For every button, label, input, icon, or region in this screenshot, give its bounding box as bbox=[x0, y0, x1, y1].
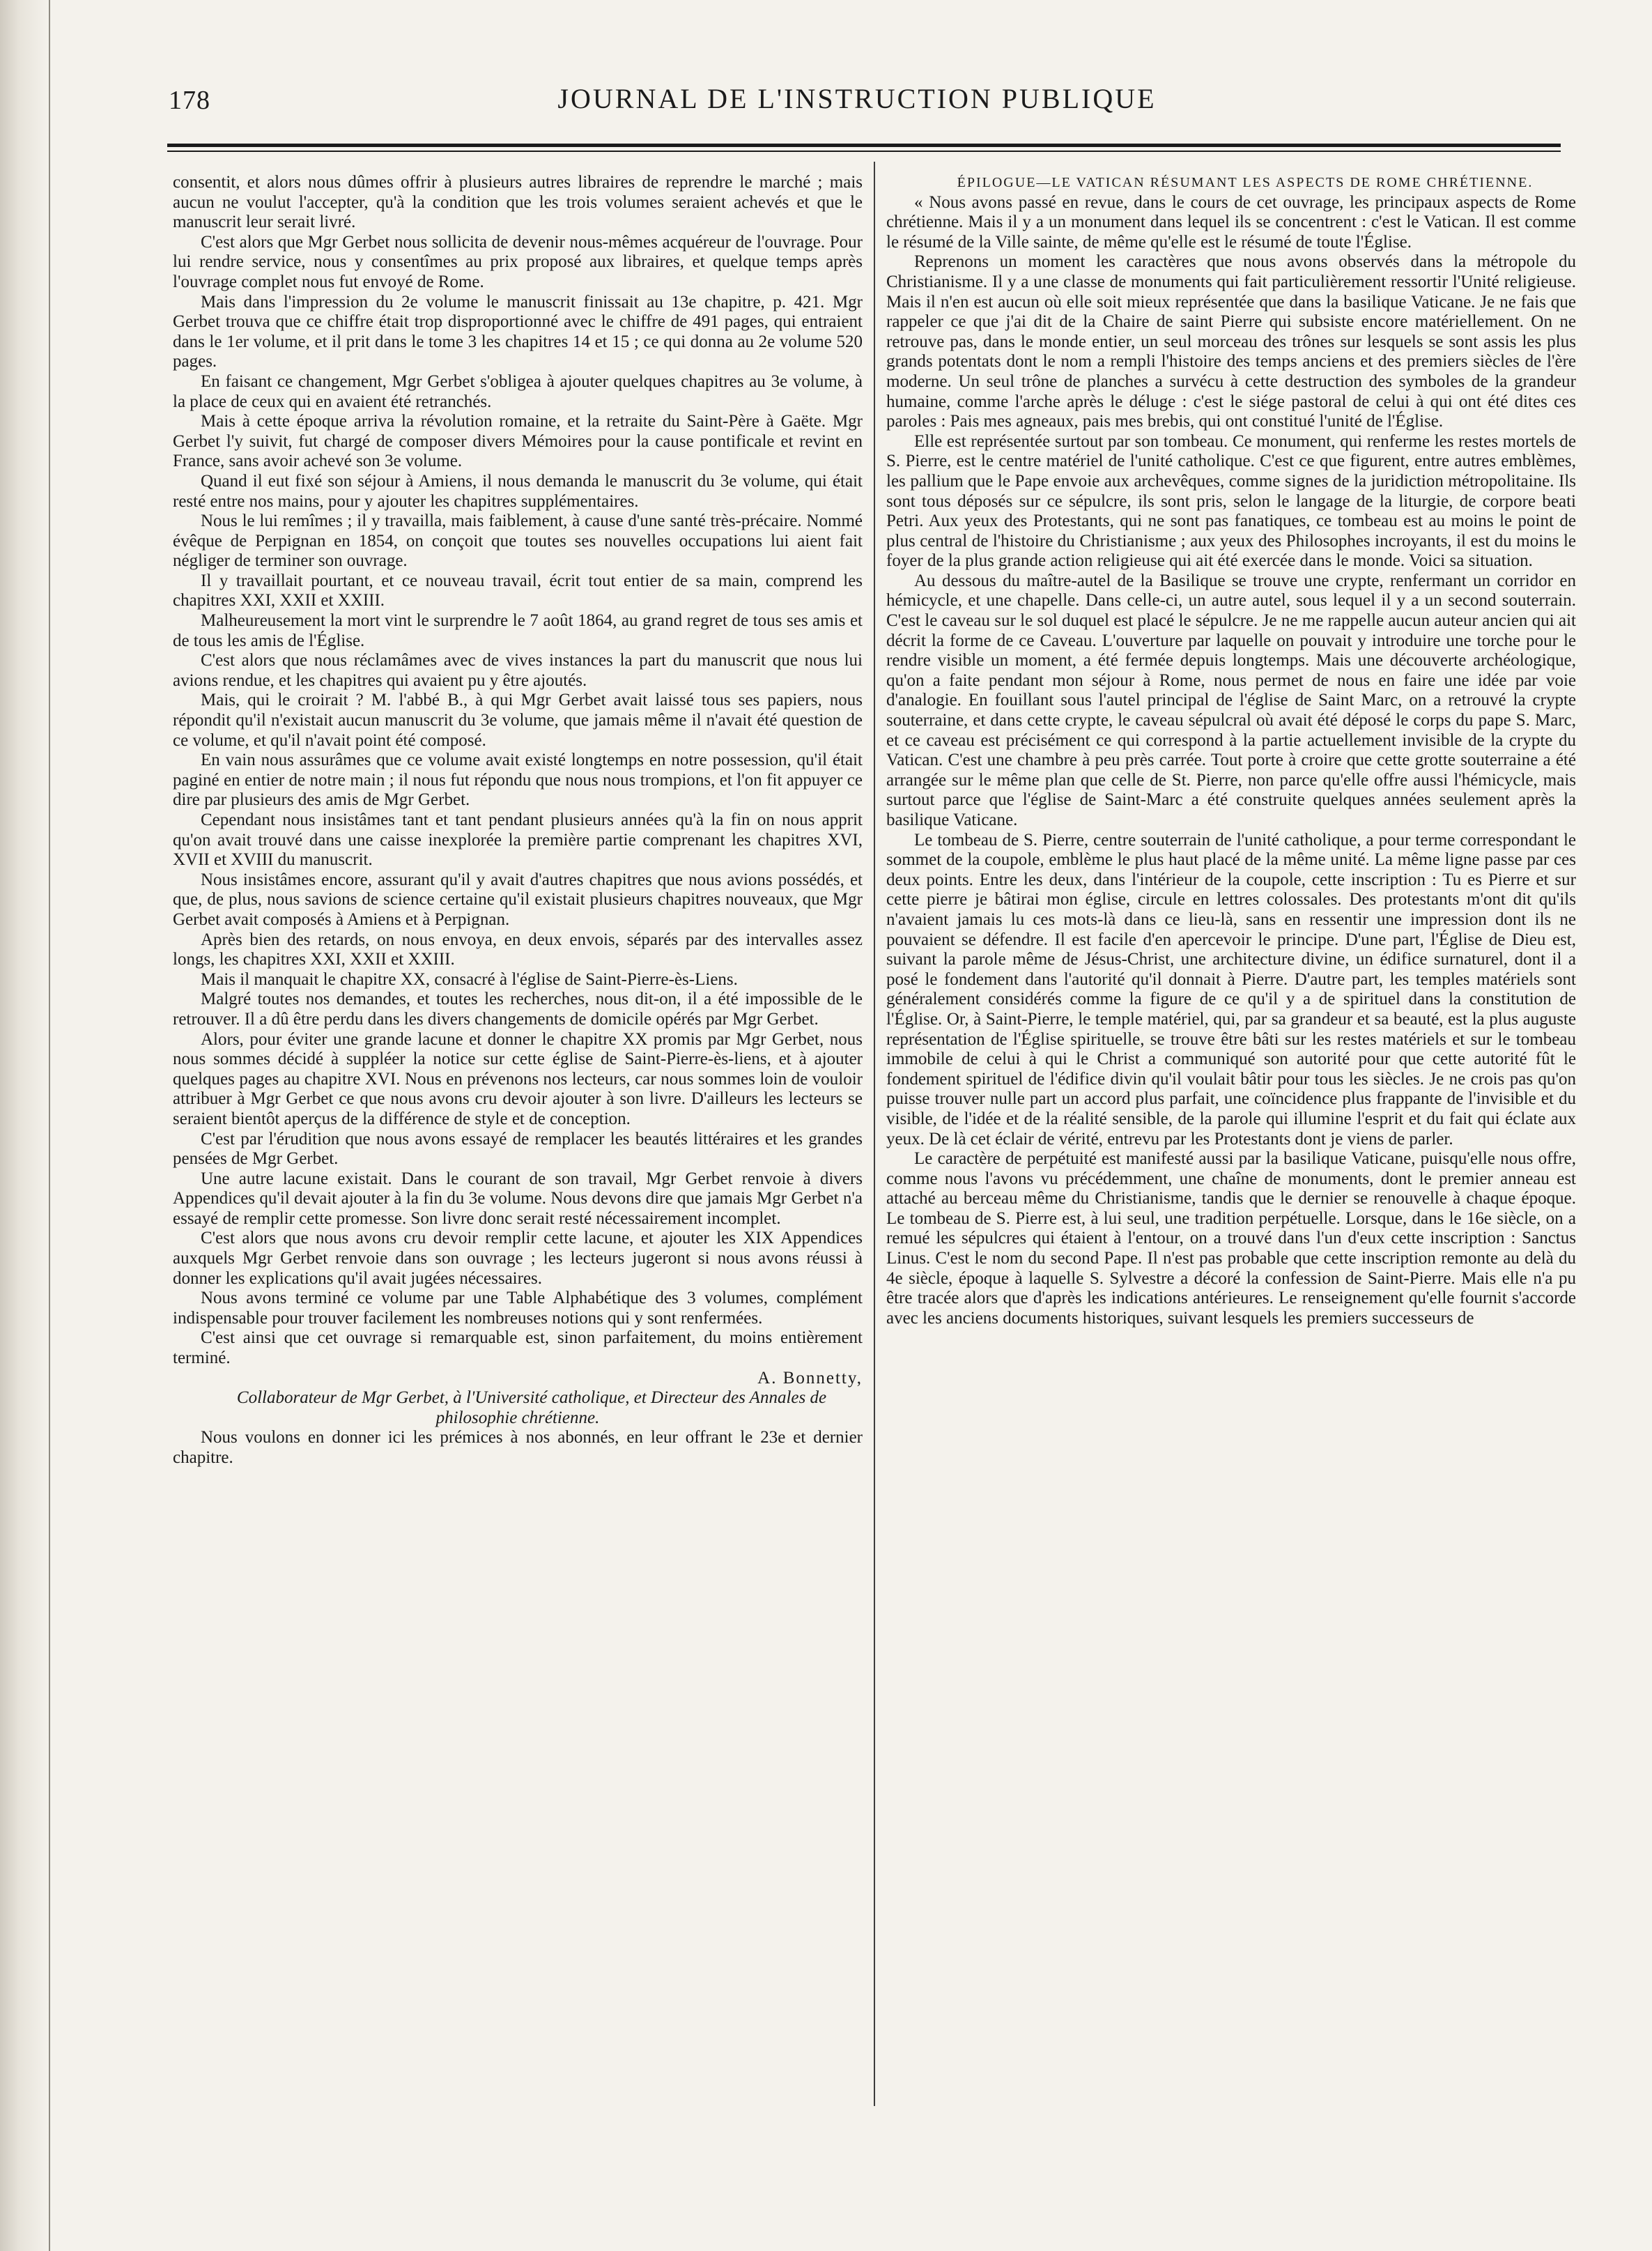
page-number: 178 bbox=[169, 86, 210, 115]
author-signature: A. Bonnetty, bbox=[757, 1368, 863, 1388]
paragraph: Nous avons terminé ce volume par une Table Alphabétique des 3 volumes, complément indispensable pour trouver facilement les nombreuses notions qui y sont renfermées. bbox=[173, 1289, 863, 1328]
closing-paragraph: Nous voulons en donner ici les prémices à nos abonnés, en leur offrant le 23e et dernier chapitre. bbox=[173, 1428, 863, 1467]
paragraph: C'est ainsi que cet ouvrage si remarquable est, sinon parfaitement, du moins entièrement terminé. bbox=[173, 1328, 863, 1368]
left-column bbox=[173, 173, 863, 1468]
paragraph: C'est alors que Mgr Gerbet nous sollicita de devenir nous-mêmes acquéreur de l'ouvrage. Pour lui rendre service, nous y consentîmes au prix proposé aux libraires, et quelque temps après l'ouvrage complet nous fut envoyé de Rome. bbox=[173, 232, 863, 291]
paragraph: En faisant ce changement, Mgr Gerbet s'obligea à ajouter quelques chapitres au 3e volume, à la place de ceux qui en avaient été retranchés. bbox=[173, 371, 863, 411]
paragraph: Alors, pour éviter une grande lacune et donner le chapitre XX promis par Mgr Gerbet, nous nous sommes décidé à suppléer la notice sur cette église de Saint-Pierre-ès-liens, et à ajouter quelques pages au chapitre XVI. Nous en prévenons nos lecteurs, car nous sommes loin de vouloir attribuer à Mgr Gerbet ce que nous avons cru devoir ajouter à son livre. D'ailleurs les lecteurs se seraient bientôt aperçus de la différence de style et de conception. bbox=[173, 1029, 863, 1128]
column-divider bbox=[874, 162, 875, 2106]
author-role: Collaborateur de Mgr Gerbet, à l'Université catholique, et Directeur des Annales de philosophie chrétienne. bbox=[236, 1388, 827, 1427]
paragraph: Elle est représentée surtout par son tombeau. Ce monument, qui renferme les restes mortels de S. Pierre, est le centre matériel de l'unité catholique. C'est ce que figurent, entre autres emblèmes, les pallium que le Pape envoie aux archevêques, comme signes de la juridiction métropolitaine. Ils sont tous déposés sur ce sépulcre, ils sont pris, selon le langage de la liturgie, de corpore beati Petri. Aux yeux des Protestants, qui ne sont pas fanatiques, ce tombeau est au moins le point de plus central de l'histoire du Christianisme ; aux yeux des Philosophes incroyants, il est du moins le foyer de la plus grande action religieuse qui ait été exercée dans le monde. Voici sa situation. bbox=[886, 431, 1576, 571]
paragraph: Mais à cette époque arriva la révolution romaine, et la retraite du Saint-Père à Gaëte. Mgr Gerbet l'y suivit, fut chargé de composer divers Mémoires pour la cause pontificale et revint en France, sans avoir achevé son 3e volume. bbox=[173, 412, 863, 471]
paragraph: Mais, qui le croirait ? M. l'abbé B., à qui Mgr Gerbet avait laissé tous ses papiers, nous répondit qu'il n'existait aucun manuscrit du 3e volume, que jamais même il n'avait été question de ce volume, et qu'il n'avait point été composé. bbox=[173, 691, 863, 750]
paragraph: Au dessous du maître-autel de la Basilique se trouve une crypte, renfermant un corridor en hémicycle, et une chapelle. Dans celle-ci, un autre autel, sous lequel il y a un second souterrain. C'est le caveau sur le sol duquel est placé le sépulcre. Je ne me rappelle aucun auteur ancien qui ait décrit la forme de ce Caveau. L'ouverture par laquelle on pouvait y introduire une torche pour le rendre visible un moment, a été fermée depuis longtemps. Mais une découverte archéologique, qu'on a faite pendant mon séjour à Rome, nous permet de nous en faire une idée par voie d'analogie. En fouillant sous l'autel principal de l'église de Saint Marc, on a retrouvé la crypte souterraine, et dans cette crypte, le caveau sépulcral où avait été déposé le corps du pape S. Marc, et ce caveau est précisément ce qui correspond à la partie actuellement invisible de la crypte du Vatican. C'est une chambre à peu près carrée. Tout porte à croire que cette grotte souterraine a été arrangée sur le même plan que celle de St. Pierre, non parce qu'elle offre aussi l'hémicycle, mais surtout parce que l'église de Saint-Marc a été construite quelques années seulement après la basilique Vaticane. bbox=[886, 571, 1576, 829]
paragraph: Reprenons un moment les caractères que nous avons observés dans la métropole du Christianisme. Il y a une classe de monuments qui fait particulièrement ressortir l'Unité religieuse. Mais il n'en est aucun où elle soit mieux représentée que dans la basilique Vaticane. Je ne fais que rappeler ce que j'ai dit de la Chaire de saint Pierre qui subsiste encore matériellement. On ne retrouve pas, dans le monde entier, un seul morceau des trônes sur lesquels se sont assis les plus grands potentats dont le nom a rempli l'histoire des temps anciens et des premiers siècles de l'ère moderne. Un seul trône de planches a survécu à cette destruction des symboles de la grandeur humaine, comme l'arche après le déluge : c'est le siége pastoral de celui à qui ont été dites ces paroles : Pais mes agneaux, pais mes brebis, qui ont constitué l'unité de l'Église. bbox=[886, 252, 1576, 431]
book-binding-edge bbox=[0, 0, 50, 2251]
paragraph: Cependant nous insistâmes tant et tant pendant plusieurs années qu'à la fin on nous apprit qu'on avait trouvé dans une caisse inexplorée la première partie comprenant les chapitres XVI, XVII et XVIII du manuscrit. bbox=[173, 810, 863, 870]
right-column bbox=[886, 173, 1576, 1328]
paragraph: Il y travaillait pourtant, et ce nouveau travail, écrit tout entier de sa main, comprend les chapitres XXI, XXII et XXIII. bbox=[173, 571, 863, 610]
paragraph: Le tombeau de S. Pierre, centre souterrain de l'unité catholique, a pour terme correspondant le sommet de la coupole, emblème le plus haut placé de la même unité. La même ligne passe par ces deux points. Entre les deux, dans l'intérieur de la coupole, cette inscription : Tu es Pierre et sur cette pierre je bâtirai mon église, circule en lettres colossales. Des protestants m'ont dit qu'ils n'avaient jamais lu ces mots-là dans ce lieu-là, sans en ressentir une impression dont ils ne pouvaient se défendre. Il est facile d'en apercevoir le principe. D'une part, l'Église de Dieu est, suivant la parole même de Jésus-Christ, une architecture divine, un édifice surnaturel, dont il a posé le fondement dans l'autorité qu'il donnait à Pierre. D'autre part, les temples matériels sont généralement considérés comme la figure de ce qu'il y a de spirituel dans la constitution de l'Église. Or, à Saint-Pierre, le temple matériel, qui, par sa grandeur et sa beauté, est la plus auguste représentation de l'Église spirituelle, se trouve être bâti sur les restes matériels et sur le tombeau immobile de celui à qui le Christ a communiqué son autorité pour que cette autorité fût le fondement spirituel de l'édifice divin qu'il voulait bâtir pour tous les siècles. Je ne crois pas qu'on puisse trouver nulle part un accord plus parfait, une coïncidence plus frappante de l'invisible et du visible, de l'idée et de la réalité sensible, de la parole qui illumine l'esprit et du fait qui éclate aux yeux. De là cet éclair de vérité, entrevu par les Protestants dont je viens de parler. bbox=[886, 830, 1576, 1148]
paragraph: consentit, et alors nous dûmes offrir à plusieurs autres libraires de reprendre le marché ; mais aucun ne voulut l'accepter, qu'à la condition que les trois volumes seraient achevés et que le manuscrit leur serait livré. bbox=[173, 173, 863, 232]
paragraph: Malgré toutes nos demandes, et toutes les recherches, nous dit-on, il a été impossible de le retrouver. Il a dû être perdu dans les divers changements de domicile opérés par Mgr Gerbet. bbox=[173, 990, 863, 1029]
paragraph: Le caractère de perpétuité est manifesté aussi par la basilique Vaticane, puisqu'elle nous offre, comme nous l'avons vu précédemment, une chaîne de monuments, dont le premier anneau est attaché au berceau même du Christianisme, tandis que le dernier se renouvelle à chaque époque. Le tombeau de S. Pierre est, à lui seul, une tradition perpétuelle. Lorsque, dans le 16e siècle, on a remué les sépulcres qui étaient à l'entour, on a trouvé dans l'un d'eux cette inscription : Sanctus Linus. C'est le nom du second Pape. Il n'est pas probable que cette inscription remonte au delà du 4e siècle, époque à laquelle S. Sylvestre a décoré la confession de Saint-Pierre. Mais elle n'a pu être tracée alors que d'après les indications antérieures. Le renseignement qu'elle fournit s'accorde avec les anciens documents historiques, suivant lesquels les premiers successeurs de bbox=[886, 1149, 1576, 1328]
header-rule-thin bbox=[167, 151, 1561, 152]
paragraph: « Nous avons passé en revue, dans le cours de cet ouvrage, les principaux aspects de Rome chrétienne. Mais il y a un monument dans lequel ils se concentrent : c'est le Vatican. Il est comme le résumé de la Ville sainte, de même qu'elle est le résumé de toute l'Église. bbox=[886, 192, 1576, 252]
paragraph: Une autre lacune existait. Dans le courant de son travail, Mgr Gerbet renvoie à divers Appendices qu'il devait ajouter à la fin du 3e volume. Nous devons dire que jamais Mgr Gerbet n'a essayé de remplir cette promesse. Son livre donc serait resté nécessairement incomplet. bbox=[173, 1169, 863, 1228]
paragraph: C'est alors que nous avons cru devoir remplir cette lacune, et ajouter les XIX Appendices auxquels Mgr Gerbet renvoie dans son ouvrage ; les lecteurs jugeront si nous avons réussi à donner les explications qu'il avait jugées nécessaires. bbox=[173, 1229, 863, 1288]
paragraph: Quand il eut fixé son séjour à Amiens, il nous demanda le manuscrit du 3e volume, qui était resté entre nos mains, pour y ajouter les chapitres supplémentaires. bbox=[173, 471, 863, 511]
page-header bbox=[160, 82, 1554, 124]
journal-title: JOURNAL DE L'INSTRUCTION PUBLIQUE bbox=[557, 83, 1157, 114]
paragraph: En vain nous assurâmes que ce volume avait existé longtemps en notre possession, qu'il était paginé en entier de notre main ; il nous fut répondu que nous nous trompions, et l'on fit appuyer ce dire par plusieurs des amis de Mgr Gerbet. bbox=[173, 751, 863, 810]
paragraph: Mais dans l'impression du 2e volume le manuscrit finissait au 13e chapitre, p. 421. Mgr Gerbet trouva que ce chiffre était trop disproportionné avec le chiffre de 491 pages, qui entraient dans le 1er volume, et il prit dans le tome 3 les chapitres 14 et 15 ; ce qui donna au 2e volume 520 pages. bbox=[173, 292, 863, 371]
paragraph: Mais il manquait le chapitre XX, consacré à l'église de Saint-Pierre-ès-Liens. bbox=[201, 969, 738, 989]
paragraph: Malheureusement la mort vint le surprendre le 7 août 1864, au grand regret de tous ses amis et de tous les amis de l'Église. bbox=[173, 611, 863, 650]
paragraph: C'est par l'érudition que nous avons essayé de remplacer les beautés littéraires et les grandes pensées de Mgr Gerbet. bbox=[173, 1129, 863, 1169]
paragraph: C'est alors que nous réclamâmes avec de vives instances la part du manuscrit que nous lui avions rendue, et les chapitres qui avaient pu y être ajoutés. bbox=[173, 651, 863, 690]
epilogue-title: ÉPILOGUE—LE VATICAN RÉSUMANT LES ASPECTS DE ROME CHRÉTIENNE. bbox=[957, 175, 1534, 190]
paragraph: Nous le lui remîmes ; il y travailla, mais faiblement, à cause d'une santé très-précaire. Nommé évêque de Perpignan en 1854, on conçoit que toutes ses nouvelles occupations lui aient fait négliger de terminer son ouvrage. bbox=[173, 512, 863, 571]
paragraph: Nous insistâmes encore, assurant qu'il y avait d'autres chapitres que nous avions possédés, et que, de plus, nous savions de science certaine qu'il existait plusieurs chapitres nouveaux, que Mgr Gerbet avait composés à Amiens et à Perpignan. bbox=[173, 870, 863, 929]
header-rule-thick bbox=[167, 144, 1561, 147]
paragraph: Après bien des retards, on nous envoya, en deux envois, séparés par des intervalles assez longs, les chapitres XXI, XXII et XXIII. bbox=[173, 930, 863, 969]
